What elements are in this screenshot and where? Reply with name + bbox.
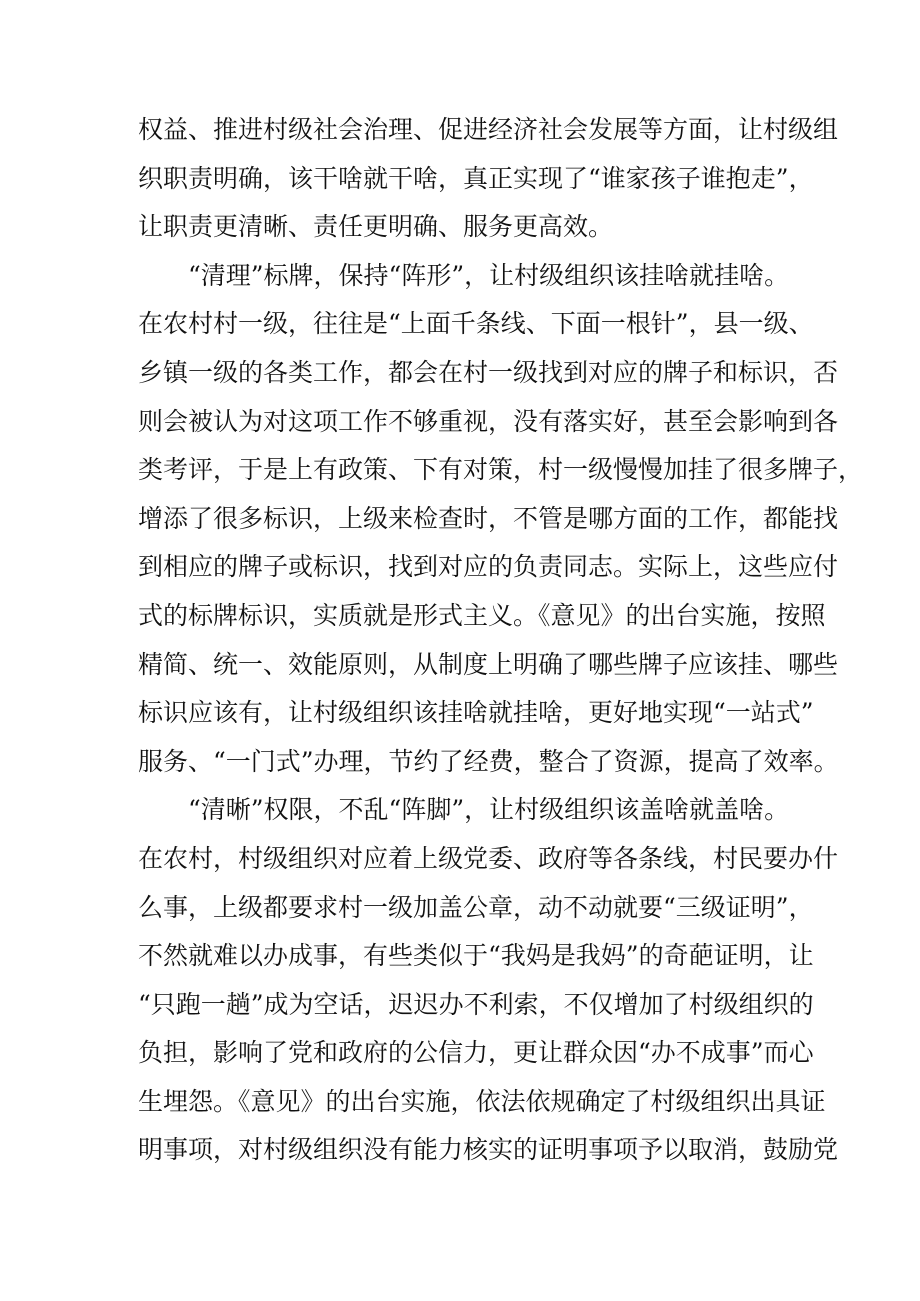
text-line: 负担，影响了党和政府的公信力，更让群众因“办不成事”而心 (138, 1038, 814, 1068)
text-line: 在农村，村级组织对应着上级党委、政府等各条线，村民要办什 (138, 843, 839, 873)
text-line: 乡镇一级的各类工作，都会在村一级找到对应的牌子和标识，否 (138, 357, 839, 387)
text-line: 织职责明确，该干啥就干啥，真正实现了“谁家孩子谁抱走”， (138, 163, 814, 193)
text-line: “只跑一趟”成为空话，迟迟办不利索，不仅增加了村级组织的 (138, 989, 814, 1019)
text-line: 生埋怨。《意见》的出台实施，依法依规确定了村级组织出具证 (138, 1086, 826, 1116)
text-line: 式的标牌标识，实质就是形式主义。《意见》的出台实施，按照 (138, 600, 826, 630)
text-line: 到相应的牌子或标识，找到对应的负责同志。实际上，这些应付 (138, 552, 839, 582)
paragraph-heading-line: “清理”标牌，保持“阵形”，让村级组织该挂啥就挂啥。 (188, 260, 790, 290)
text-line: 让职责更清晰、责任更明确、服务更高效。 (138, 212, 614, 242)
text-line: 么事，上级都要求村一级加盖公章，动不动就要“三级证明”， (138, 892, 814, 922)
text-line: 精简、统一、效能原则，从制度上明确了哪些牌子应该挂、哪些 (138, 649, 839, 679)
body-text (138, 106, 864, 1175)
text-line: 明事项，对村级组织没有能力核实的证明事项予以取消，鼓励党 (138, 1135, 839, 1165)
text-line: 类考评，于是上有政策、下有对策，村一级慢慢加挂了很多牌子， (138, 455, 864, 485)
text-line: 在农村村一级，往往是“上面千条线、下面一根针”，县一级、 (138, 309, 814, 339)
text-line: 权益、推进村级社会治理、促进经济社会发展等方面，让村级组 (138, 115, 839, 144)
text-line: 标识应该有，让村级组织该挂啥就挂啥，更好地实现“一站式” (138, 698, 814, 728)
text-line: 不然就难以办成事，有些类似于“我妈是我妈”的奇葩证明，让 (138, 941, 814, 971)
text-line: 服务、“一门式”办理，节约了经费，整合了资源，提高了效率。 (138, 746, 839, 776)
text-line: 则会被认为对这项工作不够重视，没有落实好，甚至会影响到各 (138, 406, 839, 436)
paragraph-heading-line: “清晰”权限，不乱“阵脚”，让村级组织该盖啥就盖啥。 (188, 795, 790, 825)
text-line: 增添了很多标识，上级来检查时，不管是哪方面的工作，都能找 (138, 503, 839, 533)
